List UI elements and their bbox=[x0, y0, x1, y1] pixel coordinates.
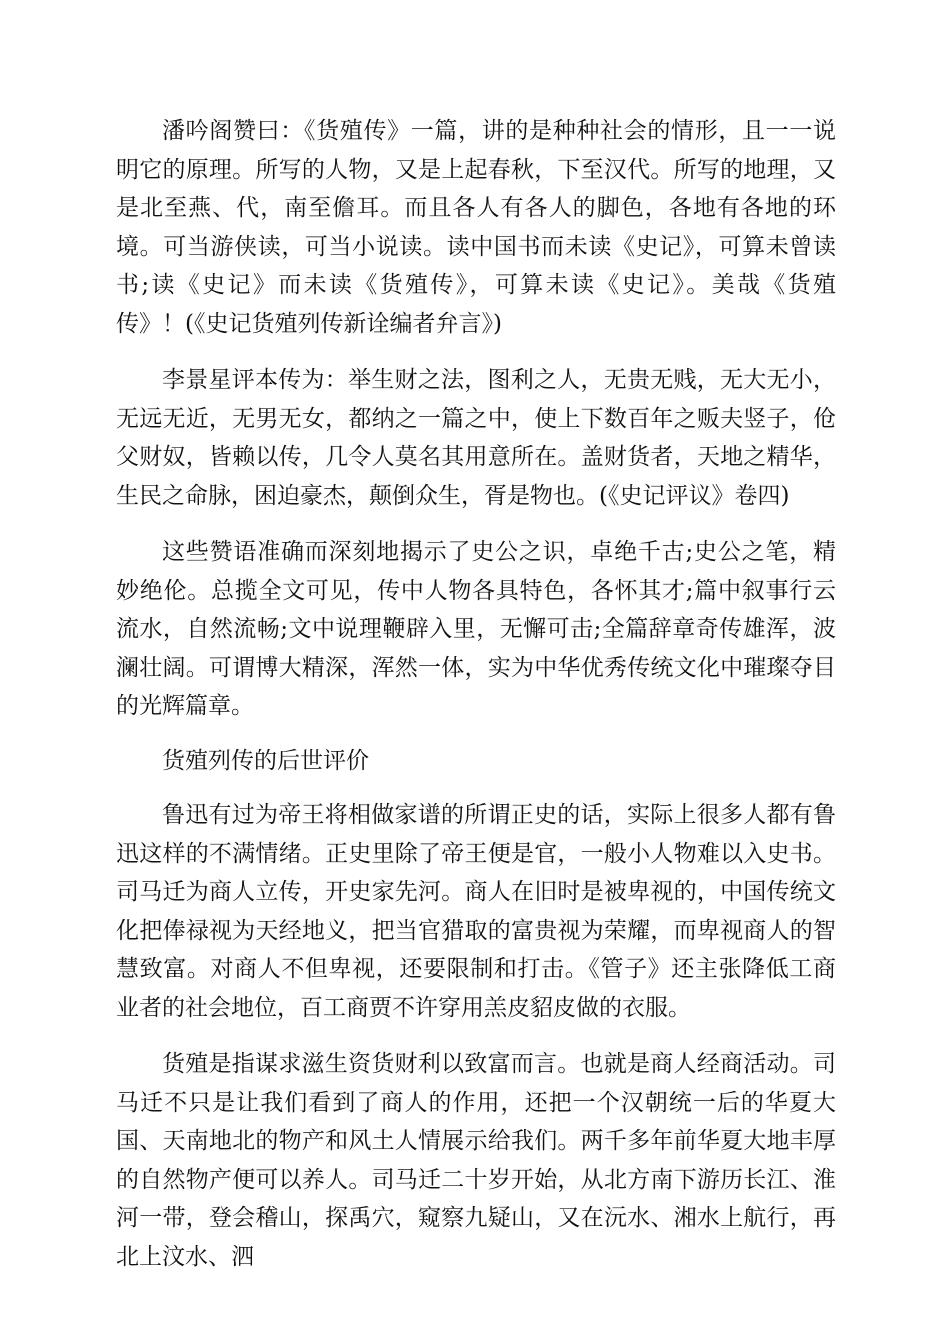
paragraph-summary: 这些赞语准确而深刻地揭示了史公之识，卓绝千古;史公之笔，精妙绝伦。总揽全文可见，传中人物各具特色，各怀其才;篇中叙事行云流水，自然流畅;文中说理鞭辟入里，无懈可击;全篇辞章奇传雄浑，波澜壮阔。可谓博大精深，浑然一体，实为中华优秀传统文化中璀璨夺目的光辉篇章。 bbox=[116, 539, 836, 719]
paragraph-lu-xun: 鲁迅有过为帝王将相做家谱的所谓正史的话，实际上很多人都有鲁迅这样的不满情绪。正史里除了帝王便是官，一般小人物难以入史书。司马迁为商人立传，开史家先河。商人在旧时是被卑视的，中国传统文化把俸禄视为天经地义，把当官猎取的富贵视为荣耀，而卑视商人的智慧致富。对商人不但卑视，还要限制和打击。《管子》还主张降低工商业者的社会地位，百工商贾不许穿用羔皮貂皮做的衣服。 bbox=[116, 802, 836, 1021]
section-heading: 货殖列传的后世评价 bbox=[162, 747, 369, 774]
document-page bbox=[116, 112, 836, 1276]
paragraph-pan-yin-ge: 潘吟阁赞曰：《货殖传》一篇，讲的是种种社会的情形，且一一说明它的原理。所写的人物，又是上起春秋，下至汉代。所写的地理，又是北至燕、代，南至儋耳。而且各人有各人的脚色，各地有各地的环境。可当游侠读，可当小说读。读中国书而未读《史记》，可算未曾读书;读《史记》而未读《货殖传》，可算未读《史记》。美哉《货殖传》！(《史记货殖列传新诠编者弁言》) bbox=[116, 118, 836, 337]
paragraph-huo-zhi: 货殖是指谋求滋生资货财利以致富而言。也就是商人经商活动。司马迁不只是让我们看到了商人的作用，还把一个汉朝统一后的华夏大国、天南地北的物产和风土人情展示给我们。两千多年前华夏大地丰厚的自然物产便可以养人。司马迁二十岁开始，从北方南下游历长江、淮河一带，登会稽山，探禹穴，窥察九疑山，又在沅水、湘水上航行，再北上汶水、泗 bbox=[116, 1051, 836, 1270]
paragraph-li-jing-xing: 李景星评本传为：举生财之法，图利之人，无贵无贱，无大无小，无远无近，无男无女，都纳之一篇之中，使上下数百年之贩夫竖子，伧父财奴，皆赖以传，几令人莫名其用意所在。盖财货者，天地之精华，生民之命脉，困迫豪杰，颠倒众生，胥是物也。(《史记评议》卷四) bbox=[116, 367, 836, 509]
